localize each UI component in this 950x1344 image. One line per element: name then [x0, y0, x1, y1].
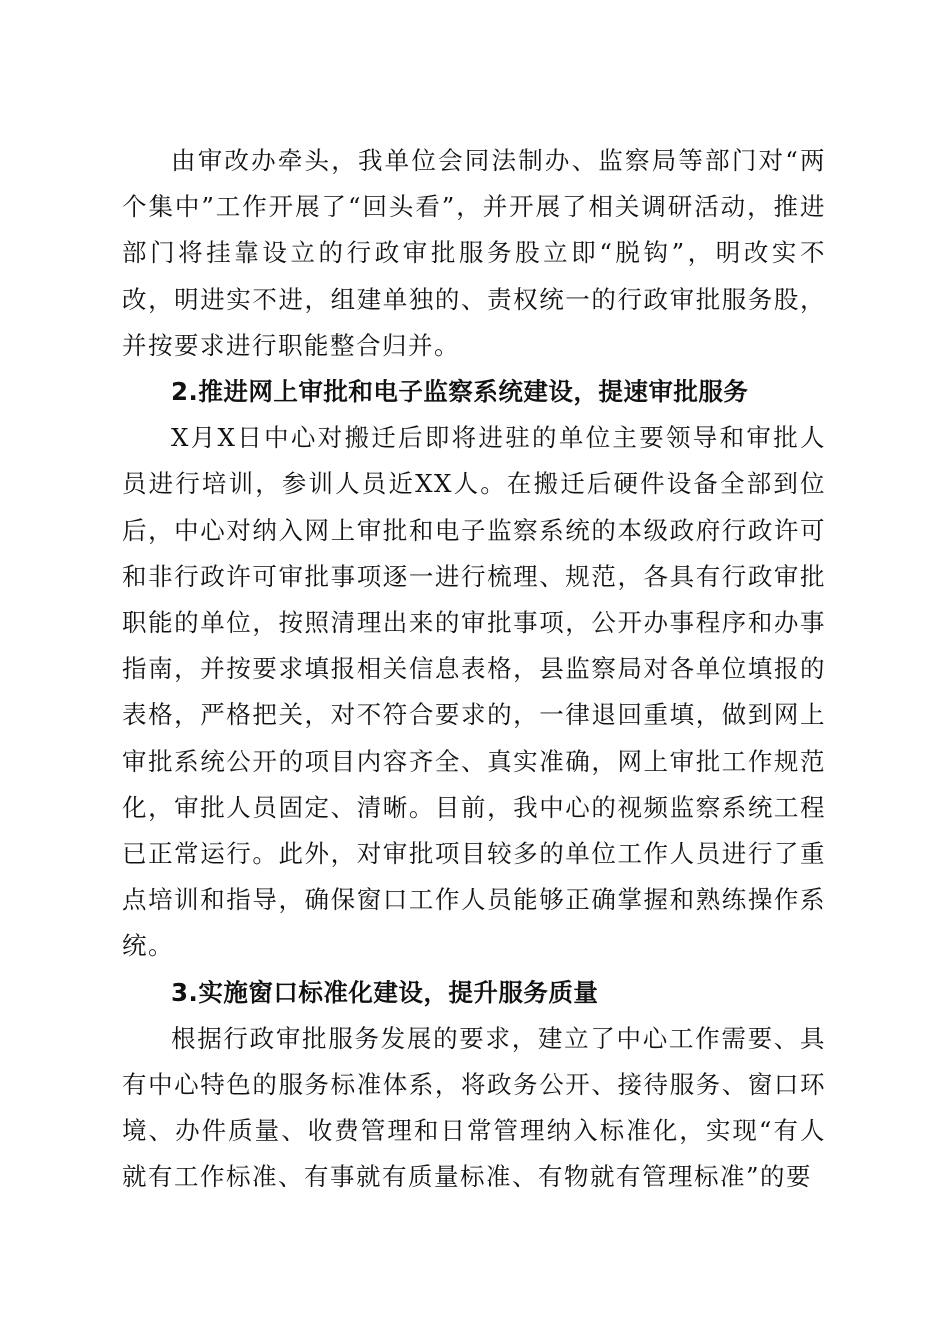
section-heading-window-standardization: 3.实施窗口标准化建设，提升服务质量 [171, 977, 599, 1007]
paragraph-reform-review: 由审改办牵头，我单位会同法制办、监察局等部门对“两个集中”工作开展了“回头看”，并开展了相关调研活动，推进部门将挂靠设立的行政审批服务股立即“脱钩”，明改实不改，明进实不进，组建单独的、责权统一的行政审批服务股，并按要求进行职能整合归并。 [122, 146, 826, 360]
section-heading-online-approval: 2.推进网上审批和电子监察系统建设，提速审批服务 [171, 377, 749, 407]
paragraph-window-standardization: 根据行政审批服务发展的要求，建立了中心工作需要、具有中心特色的服务标准体系，将政务公开、接待服务、窗口环境、办件质量、收费管理和日常管理纳入标准化，实现“有人就有工作标准、有事就有质量标准、有物就有管理标准”的要 [122, 1023, 826, 1192]
paragraph-online-approval: X月X日中心对搬迁后即将进驻的单位主要领导和审批人员进行培训，参训人员近XX人。在搬迁后硬件设备全部到位后，中心对纳入网上审批和电子监察系统的本级政府行政许可和非行政许可审批事项逐一进行梳理、规范，各具有行政审批职能的单位，按照清理出来的审批事项，公开办事程序和办事指南，并按要求填报相关信息表格，县监察局对各单位填报的表格，严格把关，对不符合要求的，一律退回重填，做到网上审批系统公开的项目内容齐全、真实准确，网上审批工作规范化，审批人员固定、清晰。目前，我中心的视频监察系统工程已正常运行。此外，对审批项目较多的单位工作人员进行了重点培训和指导，确保窗口工作人员能够正确掌握和熟练操作系统。 [122, 423, 826, 961]
document-body [122, 138, 826, 1201]
